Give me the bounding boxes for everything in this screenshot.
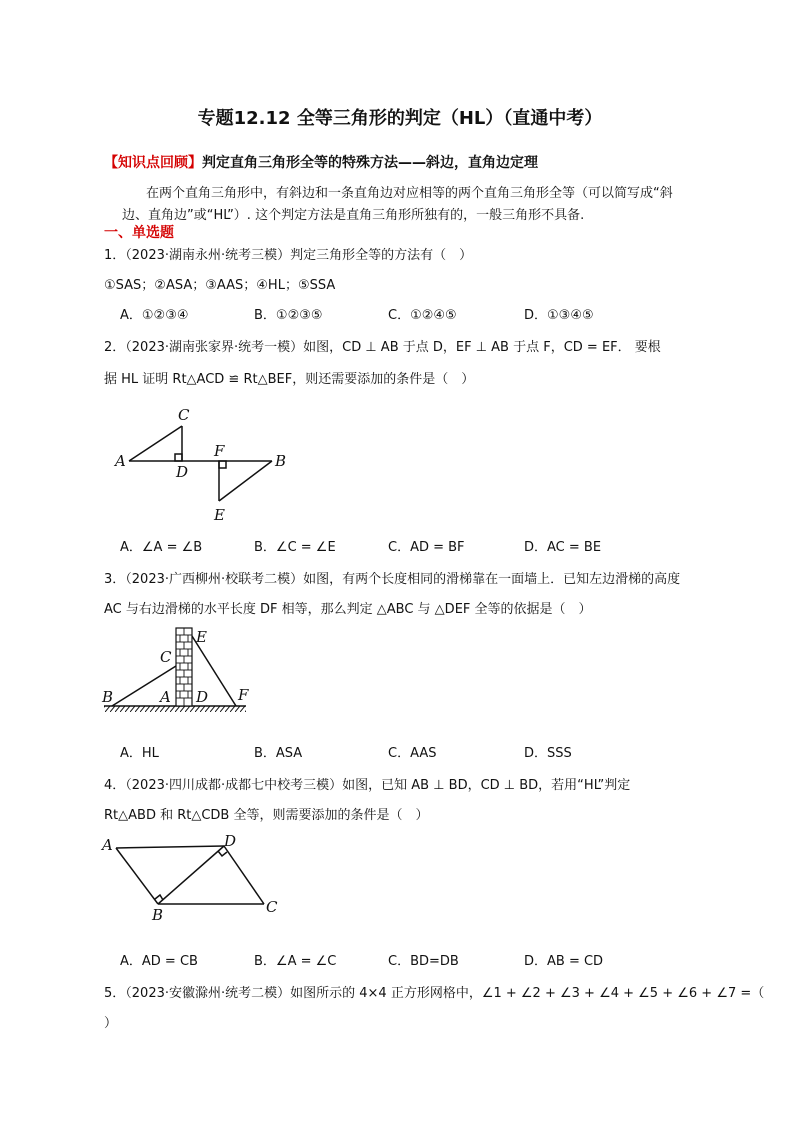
q4-segment-dc xyxy=(224,846,264,904)
q2-stem-line1: 2．（2023·湖南张家界·统考一模）如图，CD ⊥ AB 于点 D，EF ⊥ AB 于点 F，CD = EF． 要根 xyxy=(104,340,661,355)
q3-label-a: A xyxy=(160,688,171,706)
q3-option-d[interactable]: D．SSS xyxy=(524,746,572,761)
q1-stem: 1．（2023·湖南永州·统考三模）判定三角形全等的方法有（ ） xyxy=(104,248,473,263)
q5-stem-line1: 5．（2023·安徽滁州·统考二模）如图所示的 4×4 正方形网格中，∠1 + ∠2 + ∠3 + ∠4 + ∠5 + ∠6 + ∠7 =（ xyxy=(104,986,765,1001)
q3-label-f: F xyxy=(238,686,249,704)
q3-option-b[interactable]: B．ASA xyxy=(254,746,303,761)
q2-stem-line2: 据 HL 证明 Rt△ACD ≌ Rt△BEF，则还需要添加的条件是（ ） xyxy=(104,372,475,387)
q4-segment-bd xyxy=(158,846,224,904)
q2-segment-eb xyxy=(219,461,272,501)
q4-segment-ad xyxy=(116,846,224,848)
q4-segment-ab xyxy=(116,848,158,904)
q2-label-b: B xyxy=(275,452,287,470)
knowledge-paragraph-line1: 在两个直角三角形中，有斜边和一条直角边对应相等的两个直角三角形全等（可以简写成“斜 xyxy=(146,186,673,201)
q2-right-angle-f xyxy=(219,461,226,468)
page-title: 专题12.12 全等三角形的判定（HL）（直通中考） xyxy=(197,108,603,129)
q3-ground-hatch xyxy=(104,706,246,712)
q4-label-c: C xyxy=(266,898,278,916)
q2-option-d[interactable]: D．AC = BE xyxy=(524,540,602,555)
q3-label-b: B xyxy=(102,688,114,706)
q1-option-a[interactable]: A．①②③④ xyxy=(120,308,189,323)
q2-figure xyxy=(100,400,310,525)
q4-right-angle-d xyxy=(218,851,227,856)
q4-label-a: A xyxy=(102,836,113,854)
q2-label-c: C xyxy=(178,406,190,424)
q2-option-b[interactable]: B．∠C = ∠E xyxy=(254,540,336,555)
q4-option-b[interactable]: B．∠A = ∠C xyxy=(254,954,337,969)
q3-label-c: C xyxy=(160,648,172,666)
q4-option-c[interactable]: C．BD=DB xyxy=(388,954,459,969)
q3-label-e: E xyxy=(196,628,207,646)
q2-segment-ac xyxy=(129,426,182,461)
q2-label-e: E xyxy=(214,506,225,524)
q4-stem-line1: 4．（2023·四川成都·成都七中校考三模）如图，已知 AB ⊥ BD，CD ⊥ BD，若用“HL”判定 xyxy=(104,778,631,793)
knowledge-tag: 【知识点回顾】 xyxy=(104,155,202,171)
q3-stem-line1: 3．（2023·广西柳州·校联考二模）如图，有两个长度相同的滑梯靠在一面墙上．已知左边滑梯的高度 xyxy=(104,572,681,587)
q2-label-a: A xyxy=(115,452,126,470)
q1-items: ①SAS；②ASA；③AAS；④HL；⑤SSA xyxy=(104,278,336,293)
section-heading: 一、单选题 xyxy=(104,225,174,241)
q5-stem-line2: ） xyxy=(104,1016,118,1031)
q3-figure xyxy=(100,622,250,716)
q4-figure xyxy=(96,832,286,924)
q2-label-f: F xyxy=(214,442,225,460)
q2-option-c[interactable]: C．AD = BF xyxy=(388,540,465,555)
knowledge-heading-text: 判定直角三角形全等的特殊方法——斜边，直角边定理 xyxy=(202,155,538,171)
q3-option-a[interactable]: A．HL xyxy=(120,746,159,761)
q3-brick-wall xyxy=(176,628,192,706)
q2-option-a[interactable]: A．∠A = ∠B xyxy=(120,540,203,555)
q2-right-angle-d xyxy=(175,454,182,461)
q3-label-d: D xyxy=(196,688,209,706)
q4-option-a[interactable]: A．AD = CB xyxy=(120,954,198,969)
q4-option-d[interactable]: D．AB = CD xyxy=(524,954,604,969)
knowledge-paragraph-line2: 边、直角边”或“HL”）. 这个判定方法是直角三角形所独有的，一般三角形不具备. xyxy=(122,208,585,223)
q2-label-d: D xyxy=(176,463,189,481)
q1-option-b[interactable]: B．①②③⑤ xyxy=(254,308,323,323)
q3-option-c[interactable]: C．AAS xyxy=(388,746,437,761)
knowledge-heading xyxy=(104,152,538,172)
q4-stem-line2: Rt△ABD 和 Rt△CDB 全等，则需要添加的条件是（ ） xyxy=(104,808,429,823)
q1-option-d[interactable]: D．①③④⑤ xyxy=(524,308,594,323)
q4-label-d: D xyxy=(224,832,237,850)
q4-right-angle-b xyxy=(155,895,163,900)
q3-stem-line2: AC 与右边滑梯的水平长度 DF 相等，那么判定 △ABC 与 △DEF 全等的依据是（ ） xyxy=(104,602,592,617)
q1-option-c[interactable]: C．①②④⑤ xyxy=(388,308,457,323)
q4-label-b: B xyxy=(152,906,164,924)
